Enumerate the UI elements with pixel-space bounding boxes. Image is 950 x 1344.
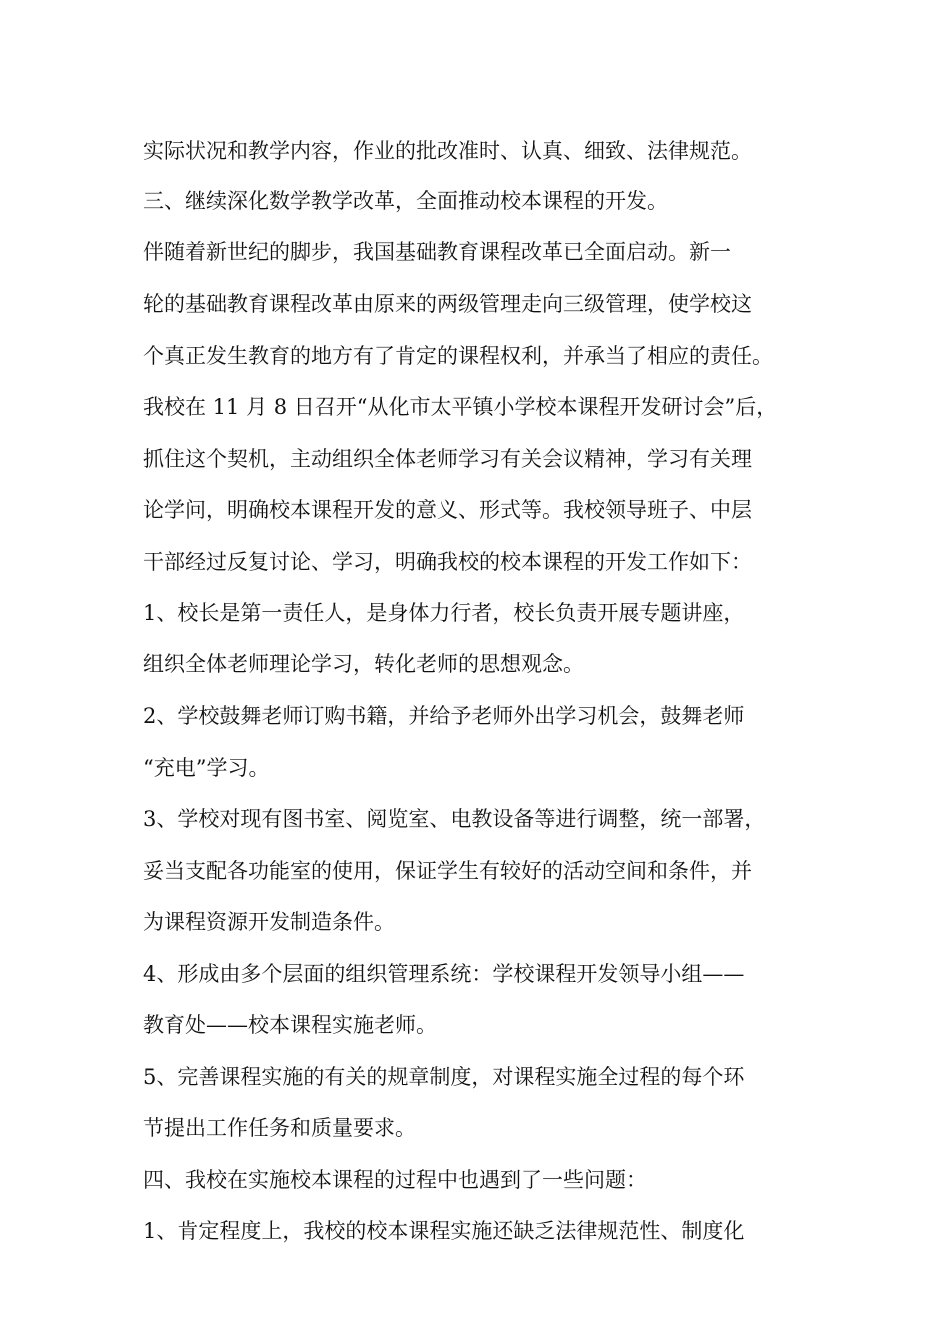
text-line: 轮的基础教育课程改革由原来的两级管理走向三级管理，使学校这 [143,292,752,316]
text-line: 论学问，明确校本课程开发的意义、形式等。我校领导班子、中层 [143,498,752,522]
text-line: 干部经过反复讨论、学习，明确我校的校本课程的开发工作如下： [143,550,752,574]
text-line: 节提出工作任务和质量要求。 [143,1116,416,1140]
text-line: 教育处——校本课程实施老师。 [143,1013,437,1037]
text-line: 抓住这个契机，主动组织全体老师学习有关会议精神，学习有关理 [143,447,752,471]
section-heading: 四、我校在实施校本课程的过程中也遇到了一些问题： [143,1168,647,1192]
list-item: 4、形成由多个层面的组织管理系统：学校课程开发领导小组—— [143,962,745,986]
list-item: 1、校长是第一责任人，是身体力行者，校长负责开展专题讲座， [143,601,745,625]
text-line: “充电”学习。 [143,756,270,780]
text-line: 组织全体老师理论学习，转化老师的思想观念。 [143,652,584,676]
list-item: 3、学校对现有图书室、阅览室、电教设备等进行调整，统一部署， [143,807,766,831]
text-line: 个真正发生教育的地方有了肯定的课程权利，并承当了相应的责任。 [143,344,773,368]
text-line: 妥当支配各功能室的使用，保证学生有较好的活动空间和条件，并 [143,859,752,883]
section-heading: 三、继续深化数学教学改革，全面推动校本课程的开发。 [143,189,668,213]
list-item: 1、肯定程度上，我校的校本课程实施还缺乏法律规范性、制度化 [143,1219,745,1243]
text-line: 为课程资源开发制造条件。 [143,910,395,934]
text-line: 我校在 11 月 8 日召开“从化市太平镇小学校本课程开发研讨会”后， [143,395,778,419]
list-item: 2、学校鼓舞老师订购书籍，并给予老师外出学习机会，鼓舞老师 [143,704,745,728]
text-line: 伴随着新世纪的脚步，我国基础教育课程改革已全面启动。新一 [143,240,731,264]
list-item: 5、完善课程实施的有关的规章制度，对课程实施全过程的每个环 [143,1065,745,1089]
text-line: 实际状况和教学内容，作业的批改准时、认真、细致、法律规范。 [143,139,752,163]
